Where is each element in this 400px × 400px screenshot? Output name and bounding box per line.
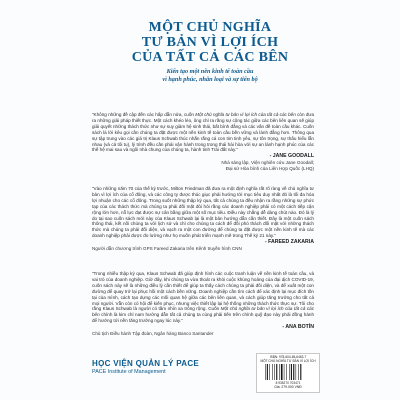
publisher-name: HỌC VIỆN QUẢN LÝ PACE	[92, 359, 200, 368]
publisher-english-name: PACE Institute of Management	[92, 369, 166, 375]
book-title-line-3: CỦA TẤT CẢ CÁC BÊN	[131, 50, 289, 65]
endorser-name: - FAREED ZAKARIA	[265, 239, 314, 246]
endorsement-goodall	[92, 112, 314, 172]
endorser-role: Người dẫn chương trình GPS Fareed Zakaria trên Kênh truyền hình CNN	[92, 245, 242, 251]
book-subtitle-line-1: Kiến tạo một nền kinh tế toàn cầu	[166, 68, 254, 75]
endorsement-text	[92, 186, 314, 239]
barcode-label	[256, 353, 320, 393]
endorser-role: Nhà sáng lập, Viện nghiên cứu Jane Goodall;	[221, 159, 314, 165]
barcode-header	[257, 355, 319, 363]
endorsement-zakaria	[92, 186, 314, 252]
publisher-logo	[92, 359, 199, 375]
endorser-role: Đại sứ Hòa bình của Liên Hợp Quốc (LHQ)	[225, 165, 314, 171]
book-subtitle-line-2: vì hạnh phúc, nhân loại và sự tiến bộ	[162, 75, 258, 83]
barcode-icon	[264, 364, 312, 380]
book-title-block	[125, 20, 295, 83]
endorsement-book-title: Một chủ nghĩa tư bản vì lợi ích của tất cả các bên	[195, 112, 296, 117]
endorsement-text	[92, 271, 314, 324]
endorsement-book-title: Một chủ nghĩa tư bản vì lợi ích của tất cả các bên	[92, 306, 314, 318]
book-title-line-1: MỘT CHỦ NGHĨA	[148, 20, 272, 35]
endorser-name: - JANE GOODALL	[269, 153, 314, 160]
endorsement-text-part: còn đưa ra những giải pháp thiết thực. Một cách khéo léo, ông chỉ ra rằng sự cộng tác giữa các bên liên quan sẽ giúp giải quyết những thách thức như sự suy giảm hệ sinh thái, bất bình đẳng và các vấn đề toàn cầu khác. Cuốn sách là lời kêu gọi cần chúng ta đặt được một nền kinh tế toàn cầu bền vững và lành đẳng hơn. Thông qua sự tập trung vào các giá trị Klaus Schwab thúc nhắn rằng cá con tim tinh yêu, sự tôn trọng, sự thấu hiểu lẫn nhau (và cả tôi tu), lý trình đều cần phải vận hành trong trong thái hài hòa với sự an lành hạnh phúc của các thế hệ mai sau và ngôi nhà chung của chúng ta, hành tinh Trái đất này.”	[92, 112, 315, 153]
endorser-name: - ANA BOTÍN	[282, 324, 314, 331]
price-text: Giá: 279.000 VNĐ	[274, 385, 302, 389]
isbn-text: ISBN: 978-604-65-6463-7	[269, 355, 307, 359]
book-subtitle	[125, 68, 295, 83]
endorsement-text-part: chính là kim chỉ nam hướng dẫn tất cả chúng ta cùng phải tiến trên chính quỹ đạo này phải đồng hành để hướng tới nền tăng trưởng ngay lúc này.”	[92, 312, 314, 324]
endorsement-text-part: “Vào những năm 70 của thế kỷ trước, Milton Friedman đã đưa ra một định nghĩa rất rõ ràng về chủ nghĩa tư bản vì lợi ích của cổ đông, và các công ty được thúc giục phải hướng tới mục tiêu duy nhất đó là tối đa hóa lợi nhuận cho các cổ đông. Trong suốt những thập kỷ qua, tất cả chúng ta đều nhận ra rằng những sự phức tạp của các thách thức mà chúng ta phải đối mặt đòi hỏi rằng các doanh nghiệp phải có một cách tiếp cận rộng lớn hơn, nỗ lực đạt được sự cân bằng giữa một số mục tiêu. Điều này chẳng dễ dàng chút nào. Đó là lý do tại sao cuốn sách mới này của Klaus Schwab lại là một bản hướng dẫn cần thiết. Đây là một cuốn sách thông thái, kết nối chúng ta với lịch sử và chỉ cho chúng ta cách để đối phó thách đối mặt với những thách thức mà chúng ta phải đối diện, và vạch ra một con đường để chúng ta đặt được một nền kinh tế mà các doanh nghiệp phải được đo lường như họ muốn phát triển mạnh mẽ trong Thế kỷ 21 này.”	[92, 186, 314, 239]
endorsement-text-part: “Trong nhiều thập kỷ qua, Klaus Schwab đã giúp định hình các cuộc tranh luận về nền kinh tế toàn cầu, và vai trò của doanh nghiệp. Giờ đây, khi chúng ta vừa thoát ra khỏi cuộc khủng hoảng của đại dịch COVID-19, cuốn sách này sẽ là những điều lý cần thiết để giúp ta thấy cách chúng ta phải đối diện, và để xuất một con đường để quay trở lại phục hồi một cách bền vững. Doanh nghiệp cần tìm cách để xác định lại mục đích tồn tại của mình, cách tạo dựng các mối quan hệ giữa các bên liên quan, và cách giúp tăng trưởng cho tất cả mọi người. Vẫn còn có hội để kiến phục, nhưng việc thiết lập lại hệ thống những thách thức thực sự. Tôi cho rằng Klaus Schwab là người có tầm nhìn xa trông rộng. Cuốn	[92, 271, 314, 312]
book-title-line-2: TƯ BẢN VÌ LỢI ÍCH	[141, 35, 279, 50]
endorsement-text-part: “Không những đề cập đến các hấp dẫn nửa, cuốn	[92, 112, 196, 117]
barcode-number: 8 935270 703471	[275, 381, 301, 385]
endorser-role: Chủ tịch Điều hành Tập đoàn, Ngân hàng Banco Santander	[92, 330, 214, 336]
endorsement-text	[92, 112, 314, 153]
endorsement-botin	[92, 271, 314, 337]
barcode-title-text: MỘT CHỦ NGHĨA TƯ BẢN VÌ LỢI ÍCH	[260, 359, 316, 363]
